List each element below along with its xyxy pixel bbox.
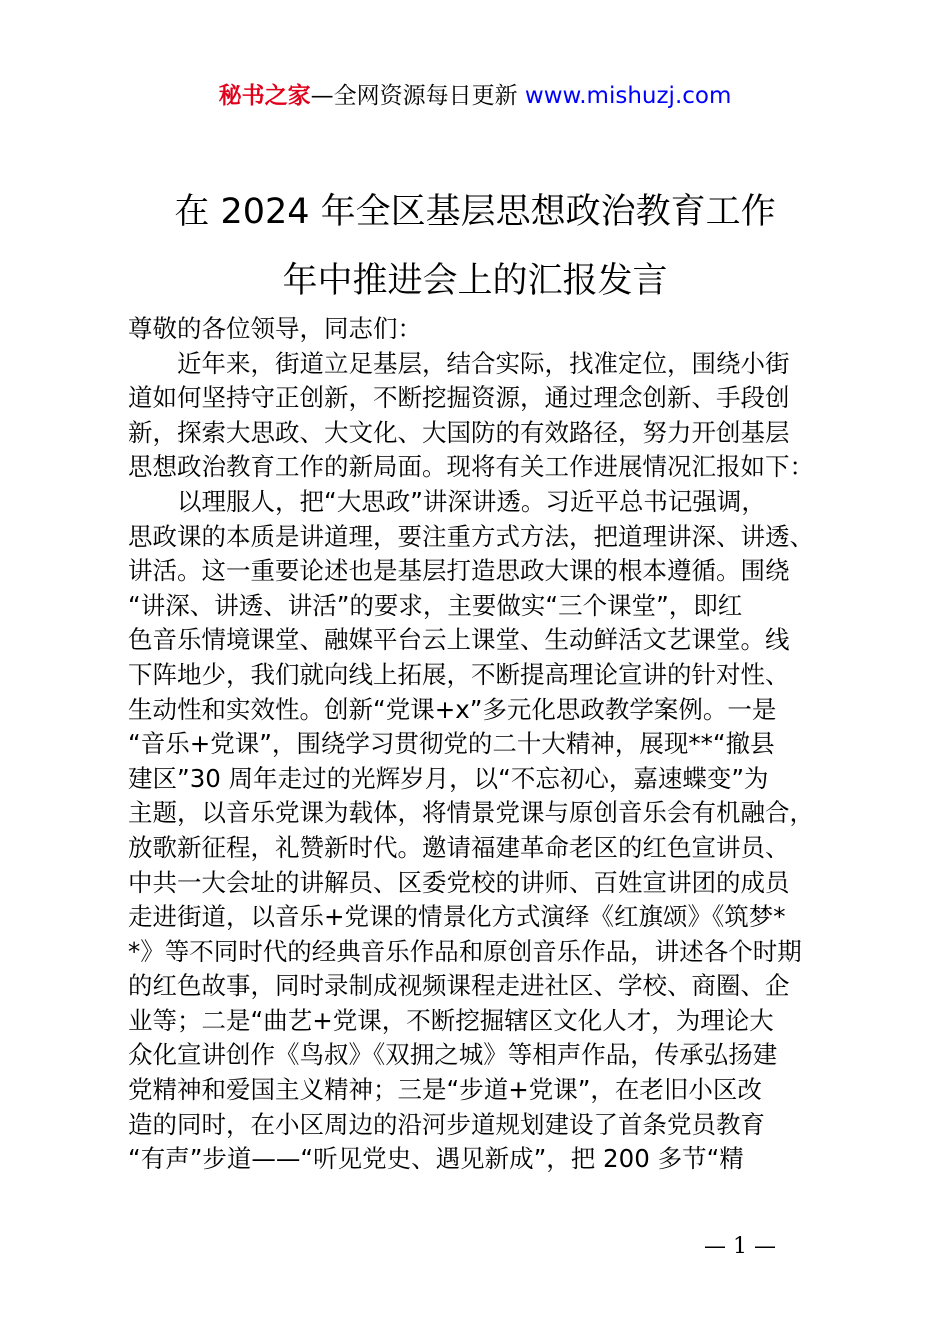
body-line: 造的同时，在小区周边的沿河步道规划建设了首条党员教育 [128, 1109, 765, 1139]
document-title-line-2: 年中推进会上的汇报发言 [282, 261, 668, 301]
site-url-link[interactable]: www.mishuzj.com [524, 83, 732, 109]
body-line: “有声”步道——“听见党史、遇见新成”，把 200 多节“精 [128, 1144, 744, 1174]
body-line: 新，探索大思政、大文化、大国防的有效路径，努力开创基层 [128, 417, 790, 447]
header-tagline: —全网资源每日更新 [310, 83, 518, 109]
body-line: 思想政治教育工作的新局面。现将有关工作进展情况汇报如下： [128, 452, 814, 482]
body-line: 业等；二是“曲艺+党课，不断挖掘辖区文化人才，为理论大 [128, 1005, 774, 1035]
body-line: 建区”30 周年走过的光辉岁月，以“不忘初心，嘉速蝶变”为 [128, 763, 769, 793]
body-line: *》等不同时代的经典音乐作品和原创音乐作品，讲述各个时期 [128, 936, 802, 966]
body-line: 中共一大会址的讲解员、区委党校的讲师、百姓宣讲团的成员 [128, 867, 790, 897]
document-body [128, 312, 828, 1177]
body-line: 主题，以音乐党课为载体，将情景党课与原创音乐会有机融合， [128, 798, 814, 828]
page-number: — 1 — [704, 1234, 776, 1259]
body-line: 下阵地少，我们就向线上拓展，不断提高理论宣讲的针对性、 [128, 659, 790, 689]
body-line: 众化宣讲创作《鸟叔》《双拥之城》等相声作品，传承弘扬建 [128, 1040, 778, 1070]
document-title-line-1: 在 2024 年全区基层思想政治教育工作 [174, 192, 776, 232]
body-line: 道如何坚持守正创新，不断挖掘资源，通过理念创新、手段创 [128, 383, 790, 413]
body-line: 讲活。这一重要论述也是基层打造思政大课的根本遵循。围绕 [128, 556, 790, 586]
body-line: “讲深、讲透、讲活”的要求，主要做实“三个课堂”，即红 [128, 590, 743, 620]
body-line: “音乐+党课”，围绕学习贯彻党的二十大精神，展现**“撤县 [128, 729, 775, 759]
body-line: 思政课的本质是讲道理，要注重方式方法，把道理讲深、讲透、 [128, 521, 814, 551]
body-line: 尊敬的各位领导，同志们： [128, 314, 422, 343]
body-line: 党精神和爱国主义精神；三是“步道+党课”，在老旧小区改 [128, 1075, 762, 1105]
body-line: 色音乐情境课堂、融媒平台云上课堂、生动鲜活文艺课堂。线 [128, 625, 790, 655]
body-line: 走进街道，以音乐+党课的情景化方式演绎《红旗颂》《筑梦* [128, 902, 786, 932]
body-line: 放歌新征程，礼赞新时代。邀请福建革命老区的红色宣讲员、 [128, 832, 790, 862]
brand-name: 秘书之家 [218, 83, 311, 109]
site-header [0, 80, 950, 112]
body-line: 的红色故事，同时录制成视频课程走进社区、学校、商圈、企 [128, 971, 790, 1001]
body-line: 近年来，街道立足基层，结合实际，找准定位，围绕小街 [128, 348, 790, 378]
body-line: 以理服人，把“大思政”讲深讲透。习近平总书记强调， [128, 486, 766, 516]
body-line: 生动性和实效性。创新“党课+x”多元化思政教学案例。一是 [128, 694, 777, 724]
